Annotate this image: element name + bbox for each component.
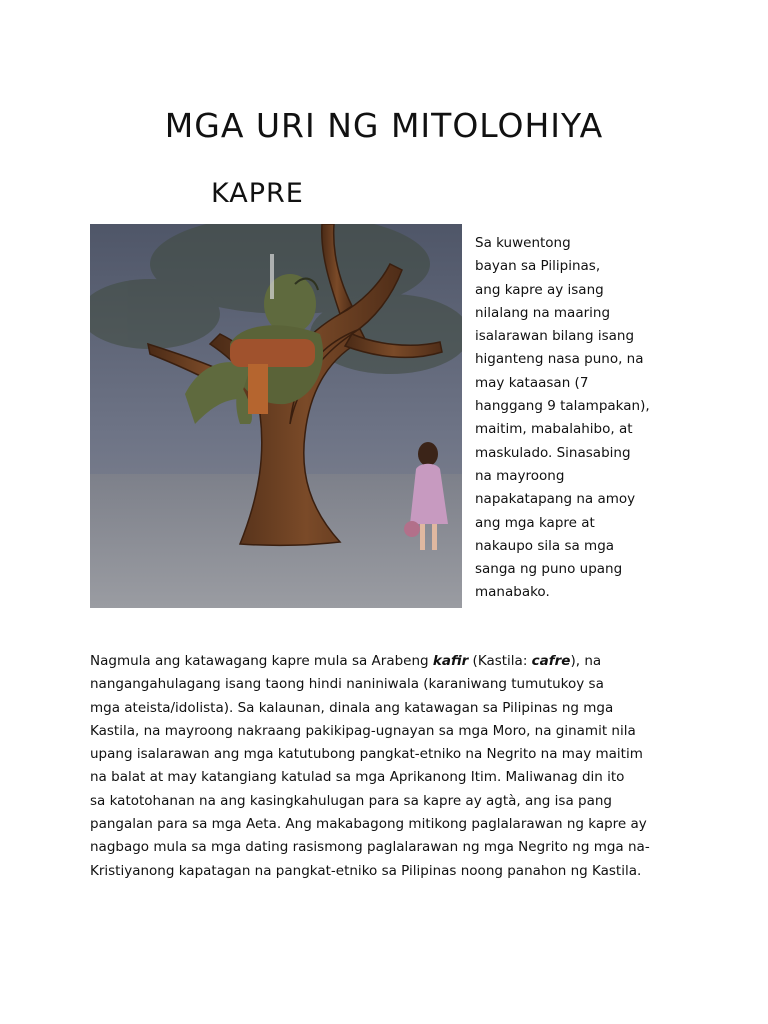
description-line: Sa kuwentong: [475, 235, 571, 251]
document-title: MGA URI NG MITOLOHIYA: [164, 106, 604, 145]
etymology-paragraph: [90, 650, 690, 883]
paragraph-line: mga ateista/idolista). Sa kalaunan, dinala ang katawagan sa Pilipinas ng mga: [90, 699, 614, 716]
description-line: bayan sa Pilipinas,: [475, 258, 601, 275]
paragraph-line: Kastila, na mayroong nakraang pakikipag-ugnayan sa mga Moro, na ginamit nila: [90, 722, 636, 739]
kapre-illustration: [90, 224, 462, 608]
paragraph-line: na balat at may katangiang katulad sa mga Aprikanong Itim. Maliwanag din ito: [90, 769, 625, 786]
description-line: napakatapang na amoy: [475, 491, 636, 508]
description-line: na mayroong: [475, 467, 565, 484]
text-span: ), na: [570, 653, 602, 669]
description-line: ang mga kapre at: [475, 514, 595, 531]
description-line: hanggang 9 talampakan),: [475, 398, 650, 415]
kapre-description: [475, 232, 675, 605]
paragraph-line: upang isalarawan ang mga katutubong pangkat-etniko na Negrito na may maitim: [90, 746, 643, 763]
description-line: nakaupo sila sa mga: [475, 537, 615, 554]
text-span: Nagmula ang katawagang kapre mula sa Arabeng: [90, 653, 433, 669]
term-kafir: kafir: [432, 653, 469, 669]
description-line: isalarawan bilang isang: [475, 328, 635, 345]
term-cafre: cafre: [531, 653, 571, 669]
paragraph-line: [90, 650, 690, 673]
paragraph-line: nangangahulagang isang taong hindi naniniwala (karaniwang tumutukoy sa: [90, 676, 604, 693]
paragraph-line: sa katotohanan na ang kasingkahulugan para sa kapre ay agtà, ang isa pang: [90, 792, 612, 809]
description-line: nilalang na maaring: [475, 304, 611, 321]
paragraph-line: nagbago mula sa mga dating rasismong paglalarawan ng mga Negrito ng mga na-: [90, 839, 650, 856]
description-line: maskulado. Sinasabing: [475, 444, 631, 461]
description-line: manabako.: [475, 584, 550, 601]
description-line: ang kapre ay isang: [475, 281, 604, 298]
paragraph-line: Kristiyanong kapatagan na pangkat-etniko sa Pilipinas noong panahon ng Kastila.: [90, 862, 642, 879]
description-line: may kataasan (7: [475, 374, 589, 391]
section-heading-kapre: KAPRE: [211, 178, 304, 209]
description-line: higanteng nasa puno, na: [475, 351, 644, 368]
description-line: maitim, mabalahibo, at: [475, 421, 633, 438]
text-span: (Kastila:: [468, 653, 532, 669]
description-line: sanga ng puno upang: [475, 561, 623, 578]
paragraph-line: pangalan para sa mga Aeta. Ang makabagong mitikong paglalarawan ng kapre ay: [90, 816, 647, 833]
